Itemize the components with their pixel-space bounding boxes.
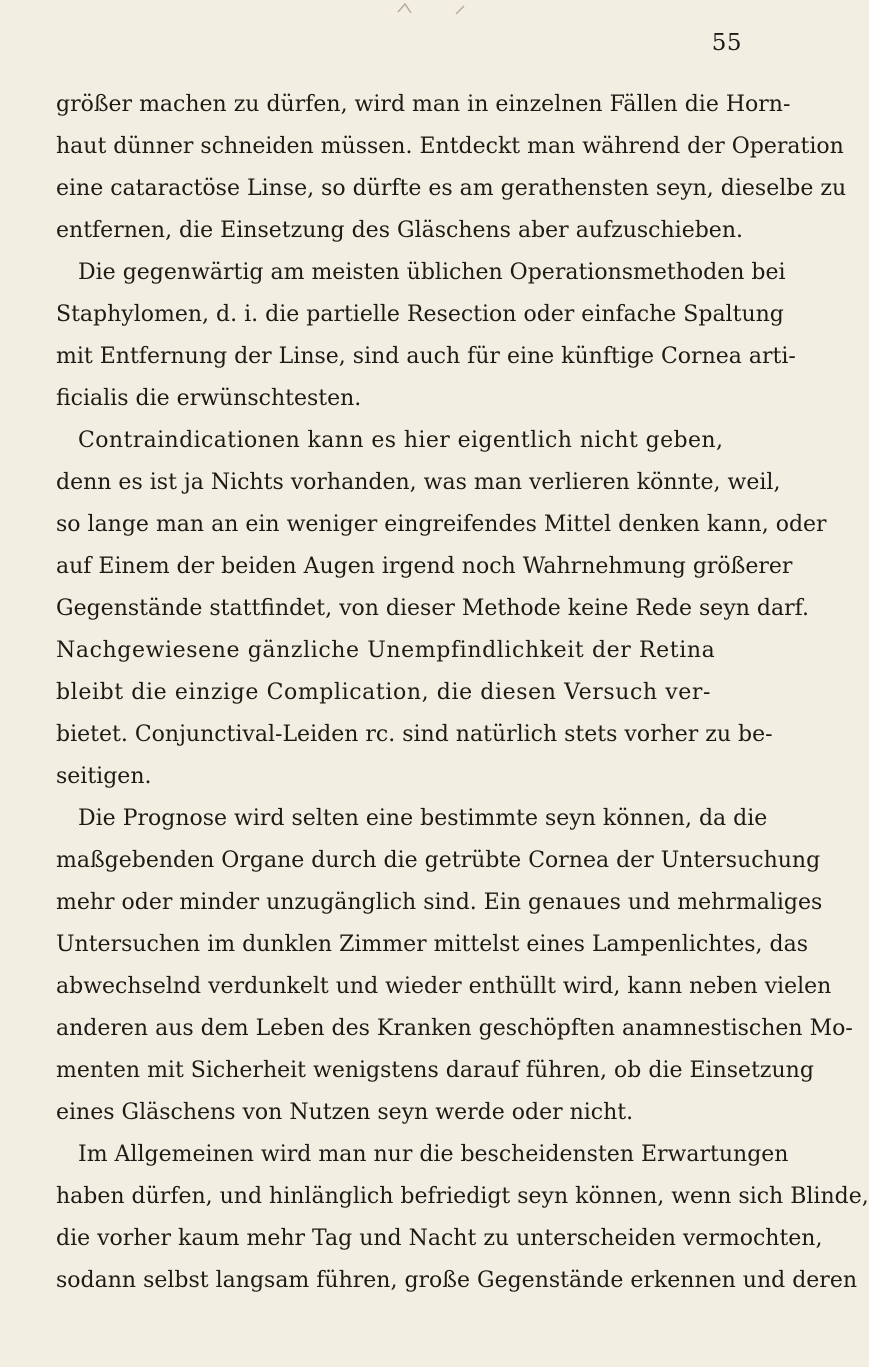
text-line: anderen aus dem Leben des Kranken geschöpften anamnestischen Mo-	[56, 1016, 853, 1041]
paragraph-start-line: Die gegenwärtig am meisten üblichen Operationsmethoden bei	[78, 260, 786, 285]
text-line: haben dürfen, und hinlänglich befriedigt seyn können, wenn sich Blinde,	[56, 1184, 869, 1209]
text-line: Staphylomen, d. i. die partielle Resection oder einfache Spaltung	[56, 302, 784, 327]
text-line: Nachgewiesene gänzliche Unempfindlichkeit der Retina	[56, 638, 716, 663]
text-line: Gegenstände stattfindet, von dieser Methode keine Rede seyn darf.	[56, 596, 809, 621]
paragraph-start-line: Die Prognose wird selten eine bestimmte seyn können, da die	[78, 806, 768, 831]
text-line: auf Einem der beiden Augen irgend noch Wahrnehmung größerer	[56, 554, 793, 579]
text-line: so lange man an ein weniger eingreifendes Mittel denken kann, oder	[56, 512, 827, 537]
body-text	[56, 84, 869, 1302]
text-line: größer machen zu dürfen, wird man in einzelnen Fällen die Horn-	[56, 92, 791, 117]
text-line: bietet. Conjunctival-Leiden rc. sind natürlich stets vorher zu be-	[56, 722, 773, 747]
text-line: denn es ist ja Nichts vorhanden, was man verlieren könnte, weil,	[56, 470, 781, 495]
text-line: bleibt die einzige Complication, die diesen Versuch ver-	[56, 680, 712, 705]
text-line: mehr oder minder unzugänglich sind. Ein genaues und mehrmaliges	[56, 890, 823, 915]
paragraph-start-line: Contraindicationen kann es hier eigentlich nicht geben,	[78, 428, 724, 453]
paragraph-start-line: Im Allgemeinen wird man nur die bescheidensten Erwartungen	[78, 1142, 789, 1167]
ink-mark-decoration	[396, 0, 468, 18]
text-line: Untersuchen im dunklen Zimmer mittelst eines Lampenlichtes, das	[56, 932, 808, 957]
text-line: eines Gläschens von Nutzen seyn werde oder nicht.	[56, 1100, 634, 1125]
page-number: 55	[711, 30, 742, 56]
text-line: sodann selbst langsam führen, große Gegenstände erkennen und deren	[56, 1268, 858, 1293]
text-line: die vorher kaum mehr Tag und Nacht zu unterscheiden vermochten,	[56, 1226, 823, 1251]
text-line: menten mit Sicherheit wenigstens darauf führen, ob die Einsetzung	[56, 1058, 814, 1083]
text-line: abwechselnd verdunkelt und wieder enthüllt wird, kann neben vielen	[56, 974, 832, 999]
text-line: mit Entfernung der Linse, sind auch für eine künftige Cornea arti-	[56, 344, 796, 369]
text-line: entfernen, die Einsetzung des Gläschens aber aufzuschieben.	[56, 218, 743, 243]
text-line: eine cataractöse Linse, so dürfte es am gerathensten seyn, dieselbe zu	[56, 176, 847, 201]
text-line: ficialis die erwünschtesten.	[56, 386, 362, 411]
text-line: maßgebenden Organe durch die getrübte Cornea der Untersuchung	[56, 848, 821, 873]
text-line: haut dünner schneiden müssen. Entdeckt man während der Operation	[56, 134, 844, 159]
text-line: seitigen.	[56, 764, 152, 789]
